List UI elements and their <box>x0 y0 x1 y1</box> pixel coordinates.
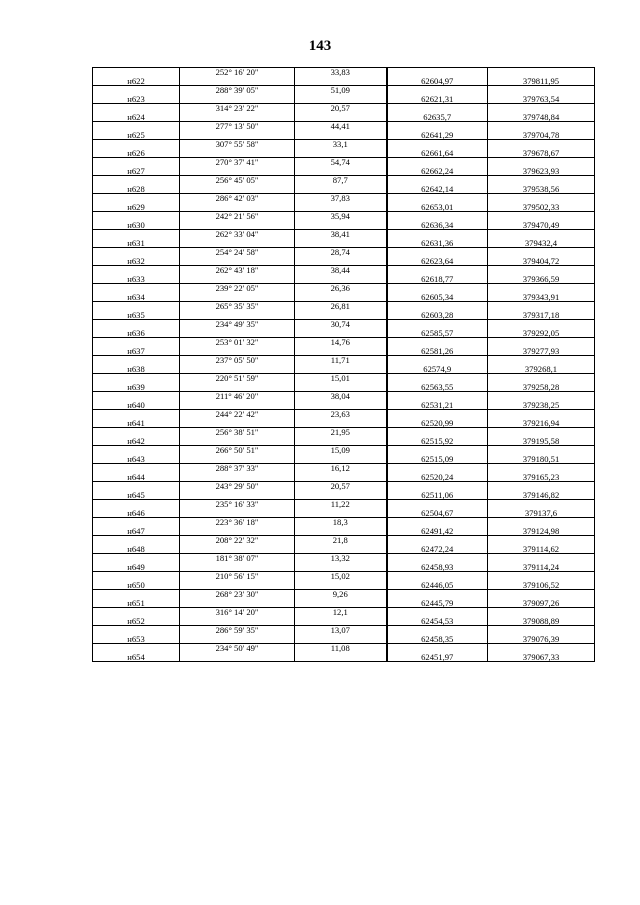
table-row <box>93 500 595 509</box>
distance-cell: 35,94 <box>295 212 387 221</box>
x-coordinate-cell: 62661,64 <box>387 149 488 158</box>
table-row <box>93 446 595 455</box>
direction-angle-cell: 307° 55' 58" <box>180 140 295 149</box>
table-row <box>93 68 595 77</box>
distance-cell: 87,7 <box>295 176 387 185</box>
table-row <box>93 482 595 491</box>
x-coordinate-cell: 62574,9 <box>387 365 488 374</box>
direction-angle-cell: 234° 49' 35" <box>180 320 295 329</box>
point-name-cell: н626 <box>93 149 180 158</box>
distance-cell: 38,44 <box>295 266 387 275</box>
distance-cell: 15,01 <box>295 374 387 383</box>
x-coordinate-cell: 62491,42 <box>387 527 488 536</box>
direction-angle-cell: 244° 22' 42" <box>180 410 295 419</box>
table-row <box>93 428 595 437</box>
direction-angle-cell: 288° 39' 05" <box>180 86 295 95</box>
direction-angle-cell: 316° 14' 20" <box>180 608 295 617</box>
distance-cell <box>295 653 387 662</box>
distance-cell: 18,3 <box>295 518 387 527</box>
point-name-cell: н654 <box>93 653 180 662</box>
table-row <box>93 464 595 473</box>
point-name-cell: н651 <box>93 599 180 608</box>
direction-angle-cell: 235° 16' 33" <box>180 500 295 509</box>
direction-angle-cell: 254° 24' 58" <box>180 248 295 257</box>
y-coordinate-cell: 379623,93 <box>488 167 595 176</box>
point-name-cell: н630 <box>93 221 180 230</box>
point-name-cell: н625 <box>93 131 180 140</box>
y-coordinate-cell: 379763,54 <box>488 95 595 104</box>
point-name-cell: н652 <box>93 617 180 626</box>
direction-angle-cell: 243° 29' 50" <box>180 482 295 491</box>
table-row <box>93 392 595 401</box>
direction-angle-cell: 223° 36' 18" <box>180 518 295 527</box>
x-coordinate-cell: 62662,24 <box>387 167 488 176</box>
y-coordinate-cell: 379748,84 <box>488 113 595 122</box>
direction-angle-cell: 256° 38' 51" <box>180 428 295 437</box>
point-name-cell: н634 <box>93 293 180 302</box>
y-coordinate-cell: 379137,6 <box>488 509 595 518</box>
x-coordinate-cell: 62603,28 <box>387 311 488 320</box>
point-name-cell: н647 <box>93 527 180 536</box>
y-coordinate-cell: 379268,1 <box>488 365 595 374</box>
direction-angle-cell: 288° 37' 33" <box>180 464 295 473</box>
point-name-cell: н645 <box>93 491 180 500</box>
y-coordinate-cell: 379097,26 <box>488 599 595 608</box>
direction-angle-cell: 314° 23' 22" <box>180 104 295 113</box>
y-coordinate-cell: 379317,18 <box>488 311 595 320</box>
y-coordinate-cell: 379502,33 <box>488 203 595 212</box>
x-coordinate-cell: 62563,55 <box>387 383 488 392</box>
table-row <box>93 230 595 239</box>
direction-angle-cell: 286° 42' 03" <box>180 194 295 203</box>
table-row <box>93 284 595 293</box>
y-coordinate-cell: 379076,39 <box>488 635 595 644</box>
y-coordinate-cell: 379432,4 <box>488 239 595 248</box>
coordinates-table-body <box>93 68 595 662</box>
table-row <box>93 374 595 383</box>
distance-cell: 26,36 <box>295 284 387 293</box>
x-coordinate-cell: 62618,77 <box>387 275 488 284</box>
table-row <box>93 320 595 329</box>
y-coordinate-cell: 379404,72 <box>488 257 595 266</box>
table-row <box>93 104 595 113</box>
x-coordinate-cell: 62515,92 <box>387 437 488 446</box>
x-coordinate-cell: 62446,05 <box>387 581 488 590</box>
direction-angle-cell: 252° 16' 20" <box>180 68 295 77</box>
point-name-cell: н633 <box>93 275 180 284</box>
y-coordinate-cell: 379106,52 <box>488 581 595 590</box>
table-row <box>93 356 595 365</box>
y-coordinate-cell: 379146,82 <box>488 491 595 500</box>
point-name-cell: н644 <box>93 473 180 482</box>
point-name-cell: н635 <box>93 311 180 320</box>
distance-cell: 16,12 <box>295 464 387 473</box>
y-coordinate-cell: 379088,89 <box>488 617 595 626</box>
direction-angle-cell: 237° 05' 50" <box>180 356 295 365</box>
distance-cell: 26,81 <box>295 302 387 311</box>
x-coordinate-cell: 62653,01 <box>387 203 488 212</box>
direction-angle-cell: 277° 13' 50" <box>180 122 295 131</box>
point-name-cell: н624 <box>93 113 180 122</box>
distance-cell: 38,04 <box>295 392 387 401</box>
distance-cell: 15,02 <box>295 572 387 581</box>
y-coordinate-cell: 379238,25 <box>488 401 595 410</box>
table-row <box>93 644 595 653</box>
x-coordinate-cell: 62636,34 <box>387 221 488 230</box>
direction-angle-cell: 266° 50' 51" <box>180 446 295 455</box>
direction-angle-cell: 262° 43' 18" <box>180 266 295 275</box>
y-coordinate-cell: 379216,94 <box>488 419 595 428</box>
distance-cell: 33,1 <box>295 140 387 149</box>
y-coordinate-cell: 379277,93 <box>488 347 595 356</box>
distance-cell: 44,41 <box>295 122 387 131</box>
direction-angle-cell: 220° 51' 59" <box>180 374 295 383</box>
direction-angle-cell: 262° 33' 04" <box>180 230 295 239</box>
x-coordinate-cell: 62531,21 <box>387 401 488 410</box>
y-coordinate-cell: 379292,05 <box>488 329 595 338</box>
y-coordinate-cell: 379165,23 <box>488 473 595 482</box>
point-name-cell: н650 <box>93 581 180 590</box>
table-row <box>93 590 595 599</box>
y-coordinate-cell: 379114,24 <box>488 563 595 572</box>
distance-cell: 23,63 <box>295 410 387 419</box>
distance-cell: 9,26 <box>295 590 387 599</box>
distance-cell: 51,09 <box>295 86 387 95</box>
point-name-cell: н646 <box>93 509 180 518</box>
distance-cell: 20,57 <box>295 482 387 491</box>
direction-angle-cell: 181° 38' 07" <box>180 554 295 563</box>
x-coordinate-cell: 62623,64 <box>387 257 488 266</box>
direction-angle-cell: 256° 45' 05" <box>180 176 295 185</box>
distance-cell: 21,8 <box>295 536 387 545</box>
y-coordinate-cell: 379811,95 <box>488 77 595 86</box>
x-coordinate-cell: 62642,14 <box>387 185 488 194</box>
x-coordinate-cell: 62631,36 <box>387 239 488 248</box>
y-coordinate-cell: 379180,51 <box>488 455 595 464</box>
x-coordinate-cell: 62635,7 <box>387 113 488 122</box>
point-name-cell: н627 <box>93 167 180 176</box>
direction-angle-cell: 210° 56' 15" <box>180 572 295 581</box>
point-name-cell: н639 <box>93 383 180 392</box>
point-name-cell: н641 <box>93 419 180 428</box>
table-row <box>93 86 595 95</box>
direction-angle-cell: 234° 50' 49" <box>180 644 295 653</box>
distance-cell: 11,08 <box>295 644 387 653</box>
table-row <box>93 266 595 275</box>
point-name-cell: н623 <box>93 95 180 104</box>
table-row <box>93 653 595 662</box>
direction-angle-cell: 239° 22' 05" <box>180 284 295 293</box>
x-coordinate-cell: 62515,09 <box>387 455 488 464</box>
distance-cell: 28,74 <box>295 248 387 257</box>
distance-cell: 37,83 <box>295 194 387 203</box>
direction-angle-cell: 211° 46' 20" <box>180 392 295 401</box>
point-name-cell: н648 <box>93 545 180 554</box>
distance-cell: 12,1 <box>295 608 387 617</box>
x-coordinate-cell: 62445,79 <box>387 599 488 608</box>
table-row <box>93 212 595 221</box>
x-coordinate-cell: 62621,31 <box>387 95 488 104</box>
point-name-cell: н632 <box>93 257 180 266</box>
direction-angle-cell: 265° 35' 35" <box>180 302 295 311</box>
x-coordinate-cell: 62604,97 <box>387 77 488 86</box>
x-coordinate-cell: 62520,24 <box>387 473 488 482</box>
distance-cell: 14,76 <box>295 338 387 347</box>
y-coordinate-cell: 379343,91 <box>488 293 595 302</box>
table-row <box>93 410 595 419</box>
point-name-cell: н629 <box>93 203 180 212</box>
point-name-cell: н628 <box>93 185 180 194</box>
x-coordinate-cell: 62520,99 <box>387 419 488 428</box>
table-row <box>93 536 595 545</box>
x-coordinate-cell: 62585,57 <box>387 329 488 338</box>
direction-angle-cell: 286° 59' 35" <box>180 626 295 635</box>
x-coordinate-cell: 62451,97 <box>387 653 488 662</box>
page-number: 143 <box>308 38 332 54</box>
table-row <box>93 248 595 257</box>
distance-cell: 20,57 <box>295 104 387 113</box>
point-name-cell: н642 <box>93 437 180 446</box>
y-coordinate-cell: 379124,98 <box>488 527 595 536</box>
x-coordinate-cell: 62605,34 <box>387 293 488 302</box>
y-coordinate-cell: 379258,28 <box>488 383 595 392</box>
point-name-cell: н653 <box>93 635 180 644</box>
point-name-cell: н636 <box>93 329 180 338</box>
x-coordinate-cell: 62504,67 <box>387 509 488 518</box>
point-name-cell: н631 <box>93 239 180 248</box>
point-name-cell: н643 <box>93 455 180 464</box>
direction-angle-cell: 268° 23' 30" <box>180 590 295 599</box>
distance-cell: 13,32 <box>295 554 387 563</box>
y-coordinate-cell: 379470,49 <box>488 221 595 230</box>
point-name-cell: н640 <box>93 401 180 410</box>
x-coordinate-cell: 62581,26 <box>387 347 488 356</box>
y-coordinate-cell: 379195,58 <box>488 437 595 446</box>
x-coordinate-cell: 62641,29 <box>387 131 488 140</box>
table-row <box>93 302 595 311</box>
point-name-cell: н649 <box>93 563 180 572</box>
x-coordinate-cell: 62511,06 <box>387 491 488 500</box>
y-coordinate-cell: 379704,78 <box>488 131 595 140</box>
distance-cell: 54,74 <box>295 158 387 167</box>
y-coordinate-cell: 379114,62 <box>488 545 595 554</box>
direction-angle-cell: 242° 21' 56" <box>180 212 295 221</box>
coordinates-table <box>92 67 595 662</box>
table-row <box>93 176 595 185</box>
table-row <box>93 194 595 203</box>
y-coordinate-cell: 379538,56 <box>488 185 595 194</box>
distance-cell: 33,83 <box>295 68 387 77</box>
table-row <box>93 338 595 347</box>
direction-angle-cell: 253° 01' 32" <box>180 338 295 347</box>
table-row <box>93 572 595 581</box>
table-row <box>93 554 595 563</box>
point-name-cell: н622 <box>93 77 180 86</box>
distance-cell: 21,95 <box>295 428 387 437</box>
point-name-cell: н638 <box>93 365 180 374</box>
direction-angle-cell: 270° 37' 41" <box>180 158 295 167</box>
distance-cell: 13,07 <box>295 626 387 635</box>
x-coordinate-cell: 62454,53 <box>387 617 488 626</box>
y-coordinate-cell: 379067,33 <box>488 653 595 662</box>
direction-angle-cell <box>180 653 295 662</box>
x-coordinate-cell: 62472,24 <box>387 545 488 554</box>
table-row <box>93 608 595 617</box>
x-coordinate-cell: 62458,93 <box>387 563 488 572</box>
direction-angle-cell: 208° 22' 32" <box>180 536 295 545</box>
table-row <box>93 626 595 635</box>
distance-cell: 11,22 <box>295 500 387 509</box>
y-coordinate-cell: 379678,67 <box>488 149 595 158</box>
x-coordinate-cell: 62458,35 <box>387 635 488 644</box>
y-coordinate-cell: 379366,59 <box>488 275 595 284</box>
distance-cell: 11,71 <box>295 356 387 365</box>
distance-cell: 38,41 <box>295 230 387 239</box>
table-row <box>93 140 595 149</box>
distance-cell: 30,74 <box>295 320 387 329</box>
table-row <box>93 122 595 131</box>
table-row <box>93 518 595 527</box>
distance-cell: 15,09 <box>295 446 387 455</box>
point-name-cell: н637 <box>93 347 180 356</box>
table-row <box>93 158 595 167</box>
